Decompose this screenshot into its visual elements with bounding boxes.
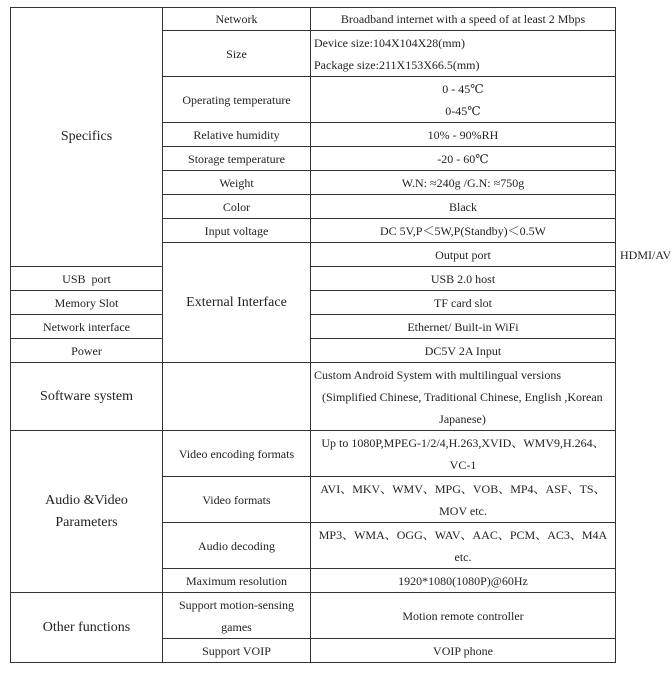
- value-video-encoding-2: VC-1: [449, 457, 477, 472]
- label-maximum-resolution: Maximum resolution: [163, 569, 311, 593]
- value-software-3: Japanese): [439, 411, 486, 426]
- section-audio-video-line1: Audio &Video: [45, 492, 128, 508]
- section-specifics: Specifics: [11, 8, 163, 267]
- label-weight: Weight: [163, 171, 311, 195]
- label-input-voltage: Input voltage: [163, 219, 311, 243]
- label-color: Color: [163, 195, 311, 219]
- label-memory-slot: Memory Slot: [11, 291, 163, 315]
- label-network: Network: [163, 8, 311, 31]
- value-input-voltage: DC 5V,P＜5W,P(Standby)＜0.5W: [311, 219, 616, 243]
- label-motion-games-1: Support motion-sensing: [178, 597, 294, 612]
- value-operating-temperature: [311, 77, 616, 123]
- label-size: Size: [163, 31, 311, 77]
- value-size-device: Device size:104X104X28(mm): [314, 35, 465, 50]
- label-software-empty: [163, 363, 311, 431]
- value-software: [311, 363, 616, 431]
- value-audio-decoding-1: MP3、WMA、OGG、WAV、AAC、PCM、AC3、M4A: [318, 527, 608, 542]
- value-video-formats-1: AVI、MKV、WMV、MPG、VOB、MP4、ASF、TS、: [320, 481, 606, 496]
- value-audio-decoding: [311, 523, 616, 569]
- label-audio-decoding: Audio decoding: [163, 523, 311, 569]
- label-storage-temperature: Storage temperature: [163, 147, 311, 171]
- table-row: [11, 339, 616, 363]
- table-row: [11, 267, 616, 291]
- value-video-formats-2: MOV etc.: [439, 503, 487, 518]
- label-operating-temperature: Operating temperature: [163, 77, 311, 123]
- value-usb-port: USB 2.0 host: [311, 267, 616, 291]
- value-operating-temperature-2: 0-45℃: [445, 103, 481, 118]
- table-row: External Interface Output port HDMI/AV: [11, 243, 616, 267]
- table-row: [11, 363, 616, 431]
- value-maximum-resolution: 1920*1080(1080P)@60Hz: [311, 569, 616, 593]
- table-row: [11, 315, 616, 339]
- value-size-package: Package size:211X153X66.5(mm): [314, 57, 480, 72]
- label-power: Power: [11, 339, 163, 363]
- label-network-interface: Network interface: [11, 315, 163, 339]
- value-network: Broadband internet with a speed of at least 2 Mbps: [311, 8, 616, 31]
- section-audio-video-line2: Parameters: [55, 514, 118, 530]
- section-other-functions: Other functions: [11, 593, 163, 663]
- value-software-1: Custom Android System with multilingual versions: [314, 367, 562, 382]
- section-software-system: Software system: [11, 363, 163, 431]
- table-row: [11, 593, 616, 639]
- label-relative-humidity: Relative humidity: [163, 123, 311, 147]
- table-row: [11, 8, 616, 31]
- value-video-encoding: [311, 431, 616, 477]
- value-audio-decoding-2: etc.: [454, 549, 472, 564]
- section-external-interface: External Interface: [163, 243, 311, 363]
- label-output-port: Output port: [311, 243, 616, 267]
- spec-table: [10, 7, 671, 663]
- value-weight: W.N: ≈240g /G.N: ≈750g: [311, 171, 616, 195]
- label-motion-games-2: games: [221, 619, 252, 634]
- table-row: [11, 431, 616, 477]
- section-audio-video: [11, 431, 163, 593]
- value-operating-temperature-1: 0 - 45℃: [442, 81, 484, 96]
- label-video-encoding: Video encoding formats: [163, 431, 311, 477]
- value-video-formats: [311, 477, 616, 523]
- label-voip: Support VOIP: [163, 639, 311, 663]
- value-memory-slot: TF card slot: [311, 291, 616, 315]
- label-video-formats: Video formats: [163, 477, 311, 523]
- table-row: [11, 291, 616, 315]
- value-relative-humidity: 10% - 90%RH: [311, 123, 616, 147]
- value-voip: VOIP phone: [311, 639, 616, 663]
- value-storage-temperature: -20 - 60℃: [311, 147, 616, 171]
- label-usb-port: USB port: [11, 267, 163, 291]
- value-color: Black: [311, 195, 616, 219]
- value-motion-games: Motion remote controller: [311, 593, 616, 639]
- value-software-2: (Simplified Chinese, Traditional Chinese, English ,Korean: [322, 389, 603, 404]
- value-size: [311, 31, 616, 77]
- value-video-encoding-1: Up to 1080P,MPEG-1/2/4,H.263,XVID、WMV9,H.264、: [321, 435, 605, 450]
- value-power: DC5V 2A Input: [311, 339, 616, 363]
- label-motion-games: [163, 593, 311, 639]
- value-network-interface: Ethernet/ Built-in WiFi: [311, 315, 616, 339]
